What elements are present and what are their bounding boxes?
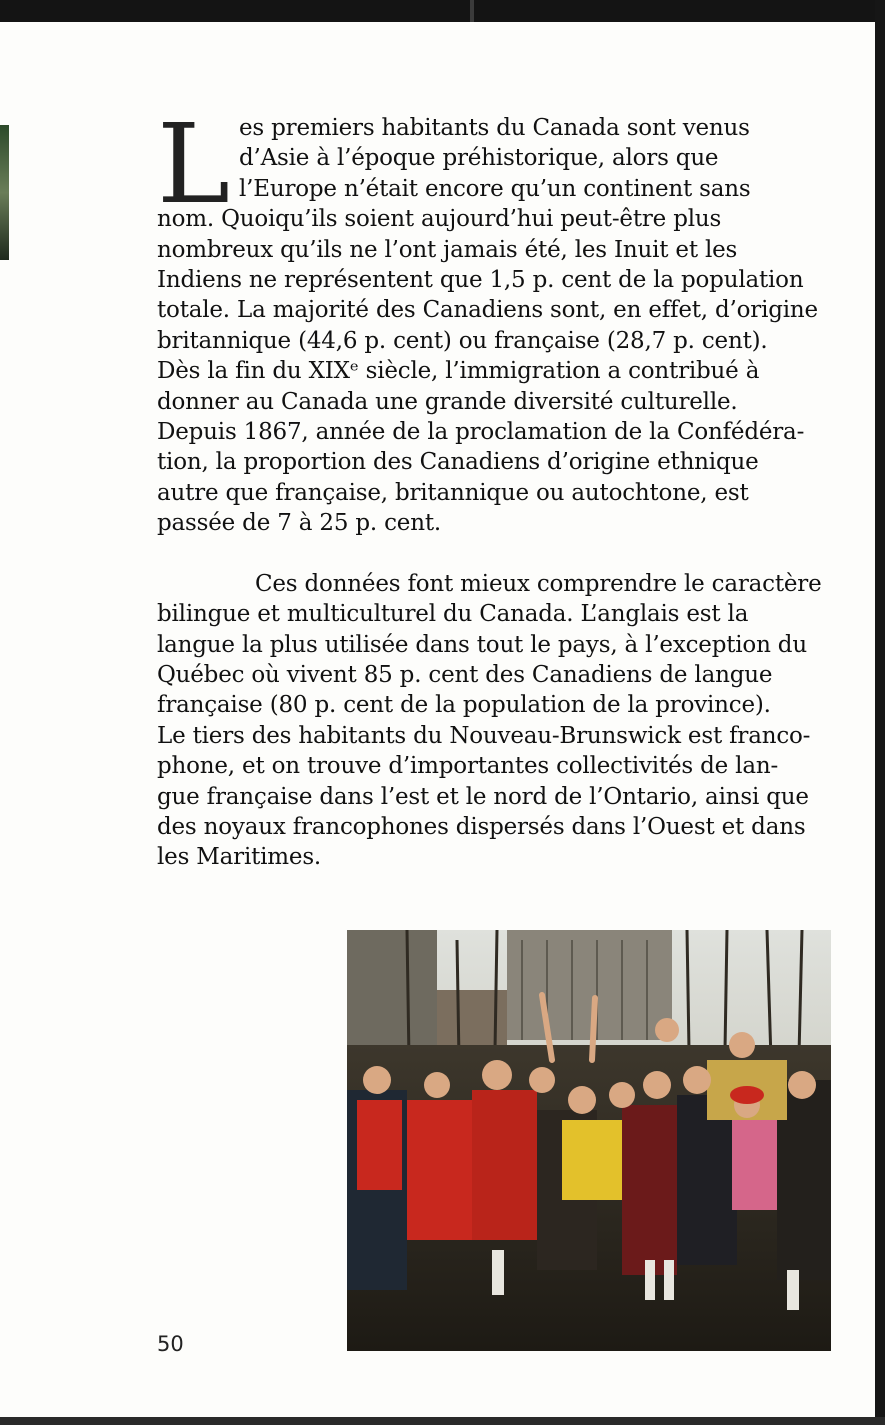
text-line: donner au Canada une grande diversité culturelle.	[157, 388, 738, 415]
text-line: française (80 p. cent de la population de la province).	[157, 692, 771, 719]
text-line: Dès la fin du XIXᵉ siècle, l’immigration a contribué à	[157, 358, 760, 385]
text-line: Le tiers des habitants du Nouveau-Brunswick est franco-	[157, 722, 811, 749]
scan-edge-right	[875, 0, 885, 1425]
paragraph-1	[157, 100, 847, 539]
body-text	[157, 100, 847, 873]
text-line: l’Europe n’était encore qu’un continent sans	[239, 175, 751, 202]
text-line: nom. Quoiqu’ils soient aujourd’hui peut-être plus	[157, 206, 722, 233]
text-line: britannique (44,6 p. cent) ou française (28,7 p. cent).	[157, 327, 768, 354]
text-line: les Maritimes.	[157, 844, 322, 871]
drop-cap: L	[157, 100, 230, 228]
photo-illustration	[347, 930, 831, 1351]
text-line: Indiens ne représentent que 1,5 p. cent de la population	[157, 267, 804, 294]
text-line: tion, la proportion des Canadiens d’origine ethnique	[157, 449, 759, 476]
text-line: Québec où vivent 85 p. cent des Canadiens de langue	[157, 661, 773, 688]
page-number: 50	[157, 1332, 184, 1356]
text-line: gue française dans l’est et le nord de l’Ontario, ainsi que	[157, 783, 809, 810]
text-line: Ces données font mieux comprendre le caractère	[255, 570, 822, 597]
text-line: es premiers habitants du Canada sont venus	[239, 115, 750, 141]
text-line: Depuis 1867, année de la proclamation de la Confédéra-	[157, 419, 805, 446]
text-line: autre que française, britannique ou autochtone, est	[157, 479, 749, 506]
paragraph-2	[157, 569, 847, 873]
scan-edge-left	[0, 125, 9, 260]
photo-children-group	[347, 930, 831, 1351]
text-line: nombreux qu’ils ne l’ont jamais été, les Inuit et les	[157, 236, 738, 263]
text-line: totale. La majorité des Canadiens sont, en effet, d’origine	[157, 297, 818, 324]
text-line: des noyaux francophones dispersés dans l’Ouest et dans	[157, 813, 806, 840]
text-line: bilingue et multiculturel du Canada. L’anglais est la	[157, 601, 749, 628]
text-line: passée de 7 à 25 p. cent.	[157, 510, 441, 537]
text-line: langue la plus utilisée dans tout le pays, à l’exception du	[157, 631, 807, 658]
text-line: d’Asie à l’époque préhistorique, alors que	[239, 145, 719, 172]
scan-edge-bottom	[0, 1417, 885, 1425]
text-line: phone, et on trouve d’importantes collectivités de lan-	[157, 753, 779, 780]
scan-edge-gap	[470, 0, 474, 22]
scan-edge-top	[0, 0, 885, 22]
